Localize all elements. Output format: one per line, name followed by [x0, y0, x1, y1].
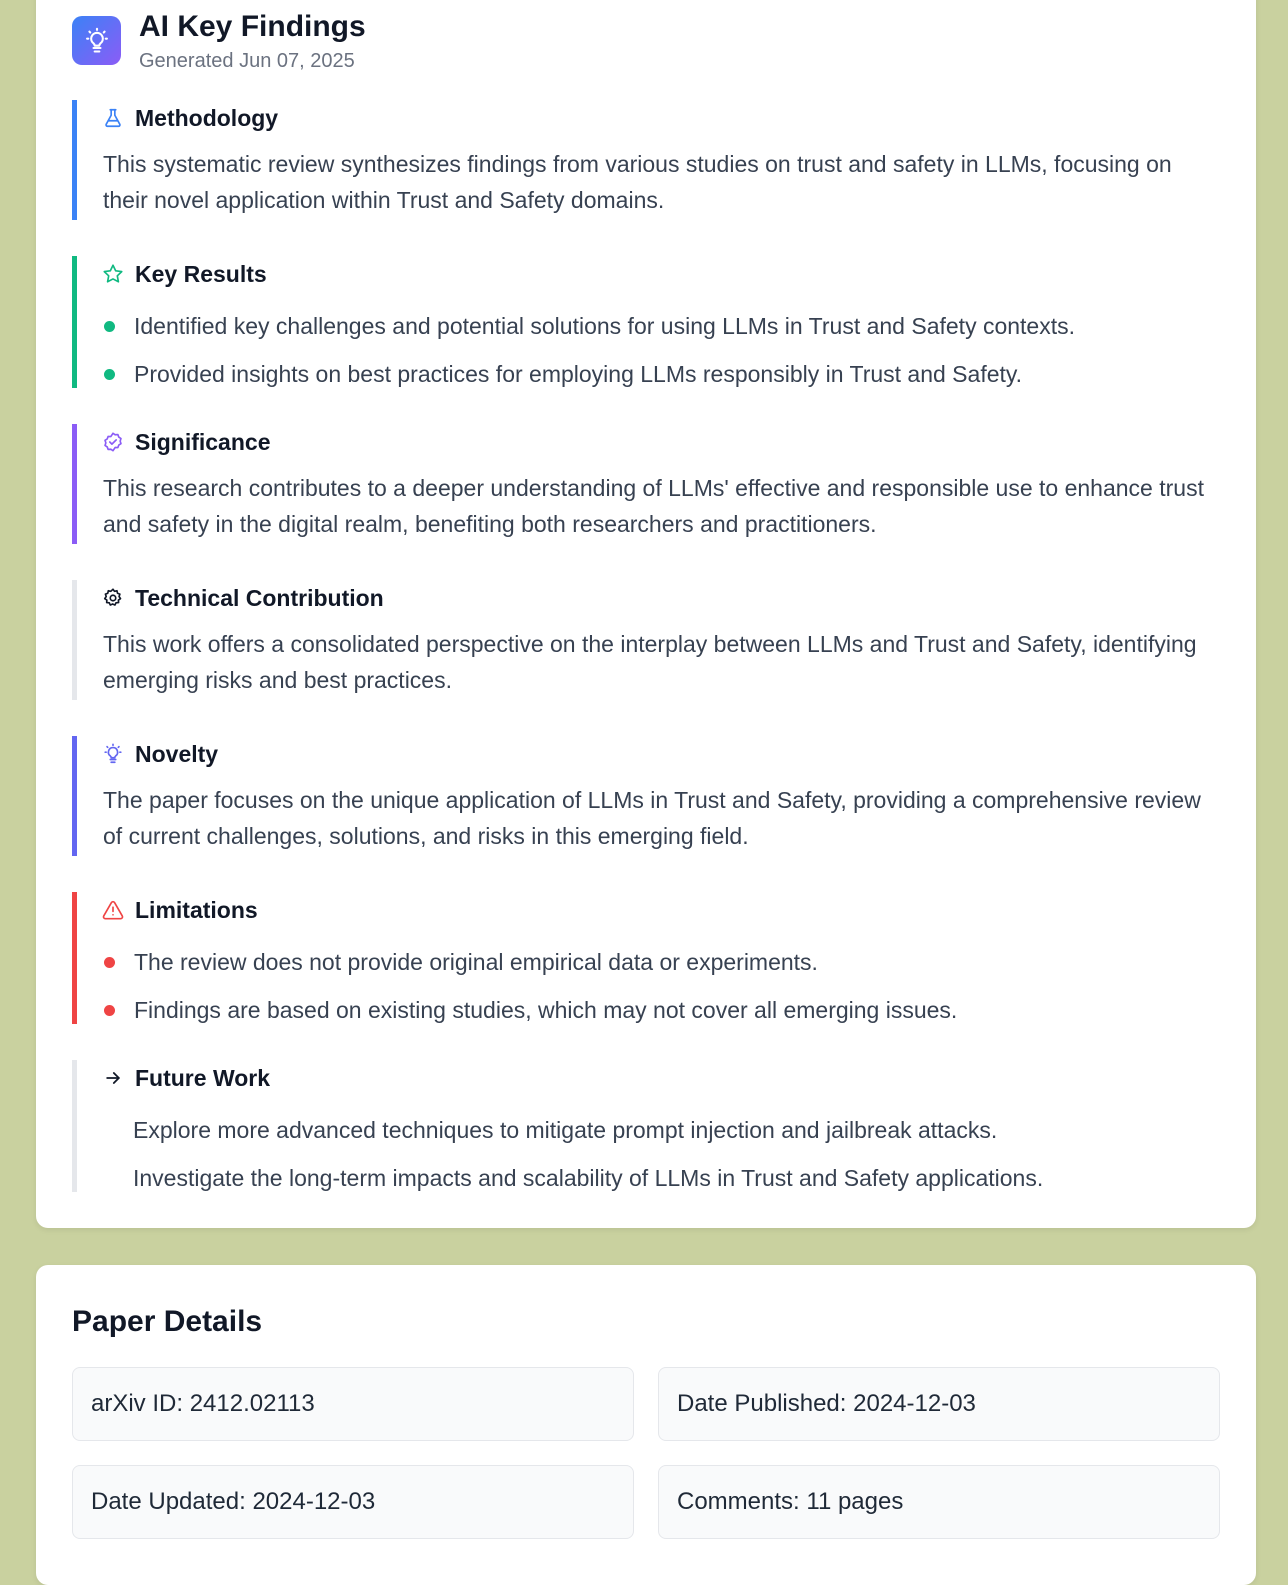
list-item [103, 986, 1222, 1034]
findings-header [72, 10, 366, 74]
section-title: Significance [135, 428, 271, 455]
detail-date-updated [72, 1465, 634, 1539]
technical-text: This work offers a consolidated perspective on the interplay between LLMs and Trust and Safety, identifying emerging risks and best practices. [103, 631, 1197, 693]
section-limitations [72, 892, 1222, 1024]
lightbulb-icon [101, 742, 125, 766]
list-item-text: Provided insights on best practices for employing LLMs responsibly in Trust and Safety. [134, 360, 1023, 387]
significance-text: This research contributes to a deeper understanding of LLMs' effective and responsible use to enhance trust and safety in the digital realm, benefiting both researchers and practitioners. [103, 475, 1204, 537]
section-significance [72, 424, 1222, 544]
details-title: Paper Details [72, 1305, 263, 1338]
detail-label: arXiv ID: [91, 1390, 184, 1417]
detail-value: 2024-12-03 [853, 1390, 976, 1417]
section-key-results [72, 256, 1222, 388]
key-findings-card [36, 0, 1256, 1228]
section-title: Key Results [135, 260, 267, 287]
detail-arxiv-id [72, 1367, 634, 1441]
list-item [103, 938, 1222, 986]
detail-comments [658, 1465, 1220, 1539]
gear-icon [101, 586, 125, 610]
list-item: Explore more advanced techniques to mitigate prompt injection and jailbreak attacks. [133, 1116, 998, 1143]
detail-value: 2412.02113 [189, 1390, 315, 1417]
section-technical-contribution [72, 580, 1222, 700]
bullet-dot [104, 1005, 115, 1016]
detail-value: 11 pages [806, 1488, 904, 1515]
bullet-dot [104, 369, 115, 380]
detail-label: Comments: [677, 1488, 800, 1515]
warning-icon [101, 898, 125, 922]
detail-label: Date Updated: [91, 1488, 246, 1515]
star-icon [101, 262, 125, 286]
list-item: Investigate the long-term impacts and scalability of LLMs in Trust and Safety applications. [133, 1164, 1044, 1191]
list-item-text: Findings are based on existing studies, which may not cover all emerging issues. [134, 996, 958, 1023]
section-title: Limitations [135, 896, 258, 923]
bullet-dot [104, 321, 115, 332]
detail-date-published [658, 1367, 1220, 1441]
paper-details-card [36, 1265, 1256, 1585]
detail-value: 2024-12-03 [252, 1488, 376, 1515]
list-item [103, 302, 1222, 350]
bullet-dot [104, 957, 115, 968]
lightbulb-icon [72, 16, 121, 65]
section-title: Future Work [135, 1064, 271, 1091]
section-future-work [72, 1060, 1222, 1192]
flask-icon [101, 106, 125, 130]
badge-check-icon [101, 430, 125, 454]
section-methodology [72, 100, 1222, 220]
generated-date: Generated Jun 07, 2025 [139, 50, 355, 72]
section-novelty [72, 736, 1222, 856]
list-item [103, 350, 1222, 398]
arrow-right-icon [101, 1066, 125, 1090]
findings-title: AI Key Findings [139, 10, 366, 43]
detail-label: Date Published: [677, 1390, 847, 1417]
methodology-text: This systematic review synthesizes findings from various studies on trust and safety in LLMs, focusing on their novel application within Trust and Safety domains. [103, 151, 1172, 213]
section-title: Methodology [135, 104, 279, 131]
section-title: Technical Contribution [135, 584, 384, 611]
list-item-text: Identified key challenges and potential solutions for using LLMs in Trust and Safety contexts. [134, 312, 1076, 339]
section-title: Novelty [135, 740, 219, 767]
list-item-text: The review does not provide original empirical data or experiments. [134, 948, 818, 975]
novelty-text: The paper focuses on the unique application of LLMs in Trust and Safety, providing a comprehensive review of current challenges, solutions, and risks in this emerging field. [103, 787, 1201, 849]
